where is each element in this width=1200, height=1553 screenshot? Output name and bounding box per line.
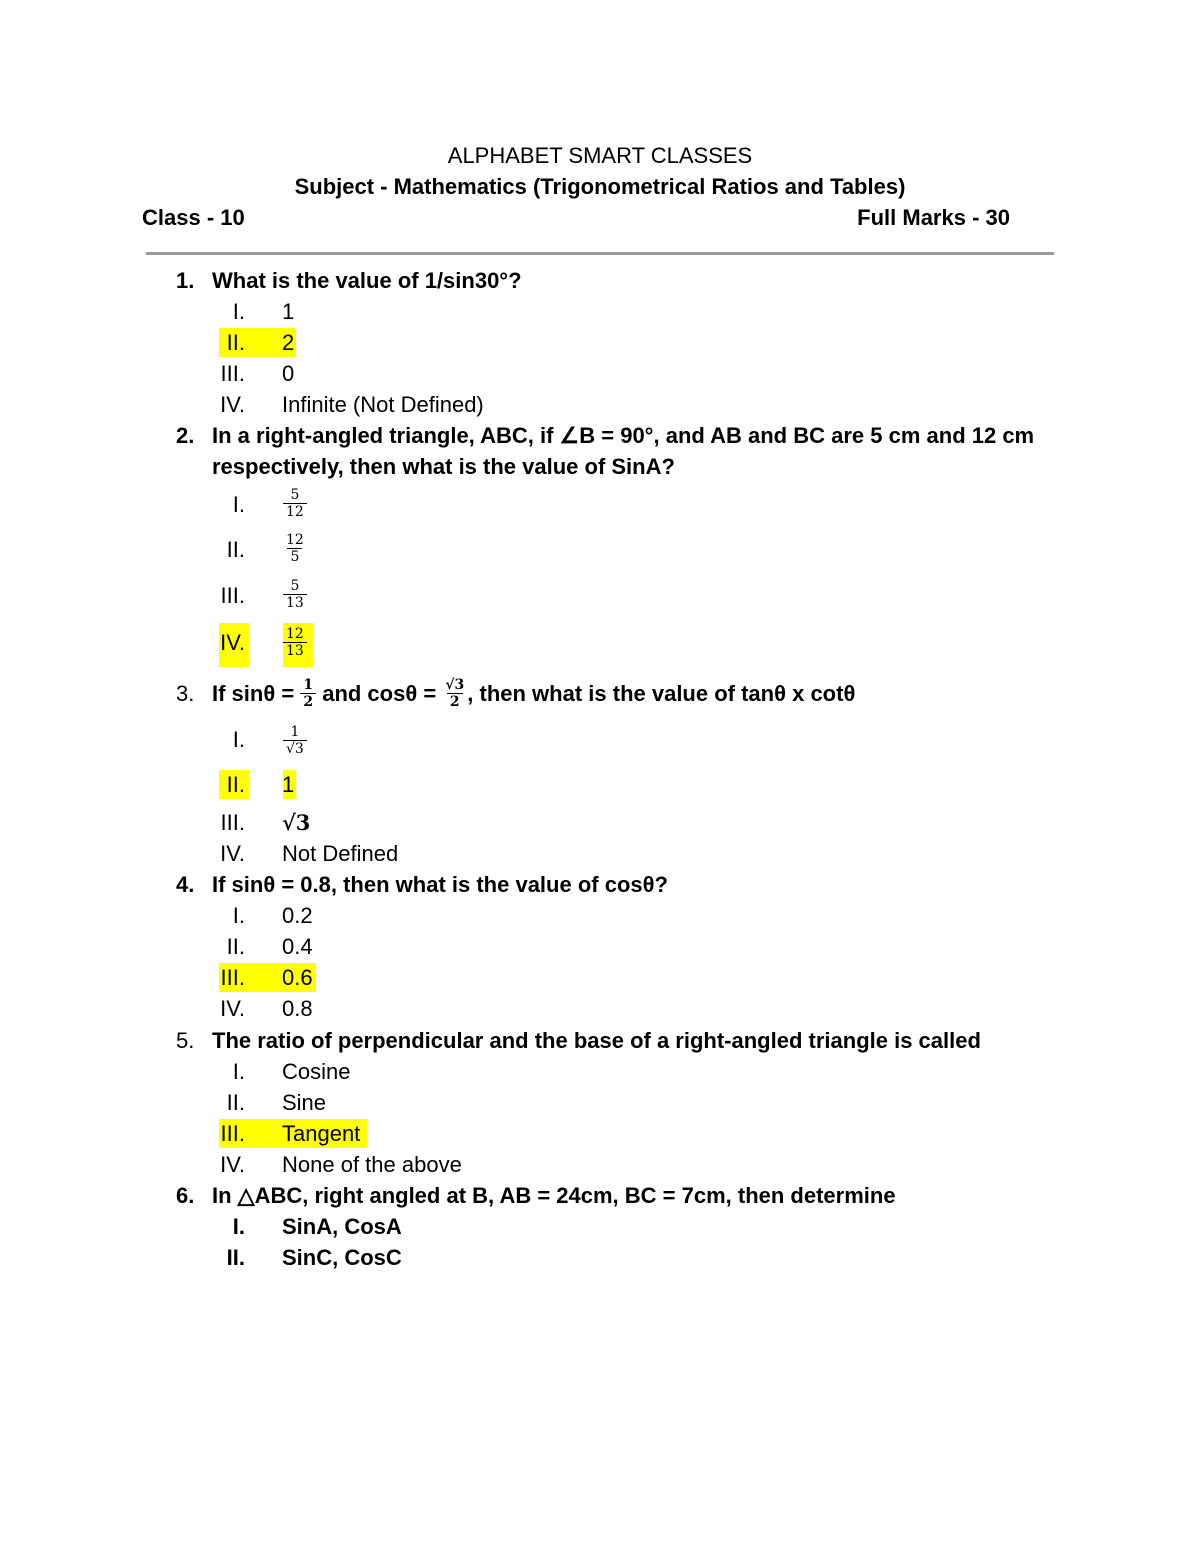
fraction bbox=[283, 724, 307, 757]
option-value: 0.4 bbox=[282, 934, 313, 959]
option-roman: III. bbox=[220, 361, 245, 386]
denominator: 2 bbox=[300, 693, 316, 710]
fraction bbox=[283, 532, 307, 565]
question-text: What is the value of 1/sin30°? bbox=[212, 268, 522, 293]
class-label: Class - 10 bbox=[142, 205, 245, 230]
option-roman: II. bbox=[226, 772, 245, 797]
question-number: 6. bbox=[176, 1183, 195, 1208]
option-roman: II. bbox=[226, 1245, 245, 1270]
question-number: 3. bbox=[176, 681, 195, 706]
denominator: 2 bbox=[447, 693, 463, 710]
option-roman: IV. bbox=[220, 1152, 245, 1177]
option-roman: III. bbox=[220, 583, 245, 608]
question-text-part: , then what is the value of tanθ x cotθ bbox=[467, 681, 856, 706]
option-value: SinA, CosA bbox=[282, 1214, 402, 1239]
denominator: 13 bbox=[283, 642, 307, 659]
question-text: If sinθ = 0.8, then what is the value of cosθ? bbox=[212, 872, 668, 897]
question-text bbox=[212, 678, 855, 712]
fraction bbox=[442, 677, 467, 710]
option-roman: II. bbox=[226, 934, 245, 959]
option-roman: II. bbox=[226, 537, 245, 562]
denominator: 13 bbox=[283, 594, 307, 611]
denominator: 5 bbox=[287, 548, 302, 565]
numerator: 5 bbox=[290, 487, 300, 503]
option-value: Tangent bbox=[282, 1121, 361, 1146]
question-number: 4. bbox=[176, 872, 195, 897]
option-roman: IV. bbox=[220, 996, 245, 1021]
option-value: 2 bbox=[282, 330, 295, 355]
option-value: None of the above bbox=[282, 1152, 462, 1177]
fraction bbox=[283, 626, 307, 659]
fraction bbox=[283, 578, 307, 611]
numerator: 5 bbox=[290, 578, 300, 594]
question-number: 5. bbox=[176, 1028, 195, 1053]
numerator: 1 bbox=[303, 676, 314, 693]
option-roman: III. bbox=[220, 965, 245, 990]
option-value: 0 bbox=[282, 361, 295, 386]
full-marks-label: Full Marks - 30 bbox=[857, 205, 1010, 230]
option-roman: IV. bbox=[220, 630, 245, 655]
option-value: Cosine bbox=[282, 1059, 351, 1084]
numerator: 12 bbox=[286, 532, 304, 548]
question-number: 2. bbox=[176, 423, 195, 448]
option-roman: III. bbox=[220, 1121, 245, 1146]
option-roman: I. bbox=[232, 727, 245, 752]
subject-title: Subject - Mathematics (Trigonometrical Ratios and Tables) bbox=[294, 174, 906, 199]
option-roman: I. bbox=[232, 903, 245, 928]
numerator: √3 bbox=[445, 676, 465, 693]
option-value: √3 bbox=[282, 810, 311, 835]
question-text: In △ABC, right angled at B, AB = 24cm, BC = 7cm, then determine bbox=[212, 1183, 896, 1208]
institute-title: ALPHABET SMART CLASSES bbox=[447, 143, 753, 168]
option-value: Sine bbox=[282, 1090, 327, 1115]
option-value: 0.8 bbox=[282, 996, 313, 1021]
option-value: 1 bbox=[282, 299, 295, 324]
option-roman: IV. bbox=[220, 841, 245, 866]
fraction bbox=[283, 487, 307, 520]
option-value: Infinite (Not Defined) bbox=[282, 392, 484, 417]
question-number: 1. bbox=[176, 268, 195, 293]
option-roman: I. bbox=[232, 1214, 245, 1239]
header-divider bbox=[146, 252, 1054, 255]
denominator: √3 bbox=[283, 740, 307, 757]
option-value: 0.6 bbox=[282, 965, 313, 990]
option-roman: IV. bbox=[220, 392, 245, 417]
option-roman: I. bbox=[232, 299, 245, 324]
option-value: 1 bbox=[282, 772, 295, 797]
option-roman: I. bbox=[232, 492, 245, 517]
option-value: Not Defined bbox=[282, 841, 399, 866]
option-roman: II. bbox=[226, 330, 245, 355]
numerator: 1 bbox=[290, 724, 300, 740]
question-text: The ratio of perpendicular and the base of a right-angled triangle is called bbox=[212, 1028, 981, 1053]
numerator: 12 bbox=[286, 626, 304, 642]
option-roman: II. bbox=[226, 1090, 245, 1115]
question-text-part: If sinθ = bbox=[212, 681, 295, 706]
fraction bbox=[300, 677, 316, 710]
question-text-part: and cosθ = bbox=[322, 681, 437, 706]
denominator: 12 bbox=[283, 503, 307, 520]
option-value: 0.2 bbox=[282, 903, 313, 928]
option-value: SinC, CosC bbox=[282, 1245, 402, 1270]
option-roman: I. bbox=[232, 1059, 245, 1084]
question-text: In a right-angled triangle, ABC, if ∠B = 90°, and AB and BC are 5 cm and 12 cm respectively, then what is the value of SinA? bbox=[212, 423, 1035, 479]
option-roman: III. bbox=[220, 810, 245, 835]
